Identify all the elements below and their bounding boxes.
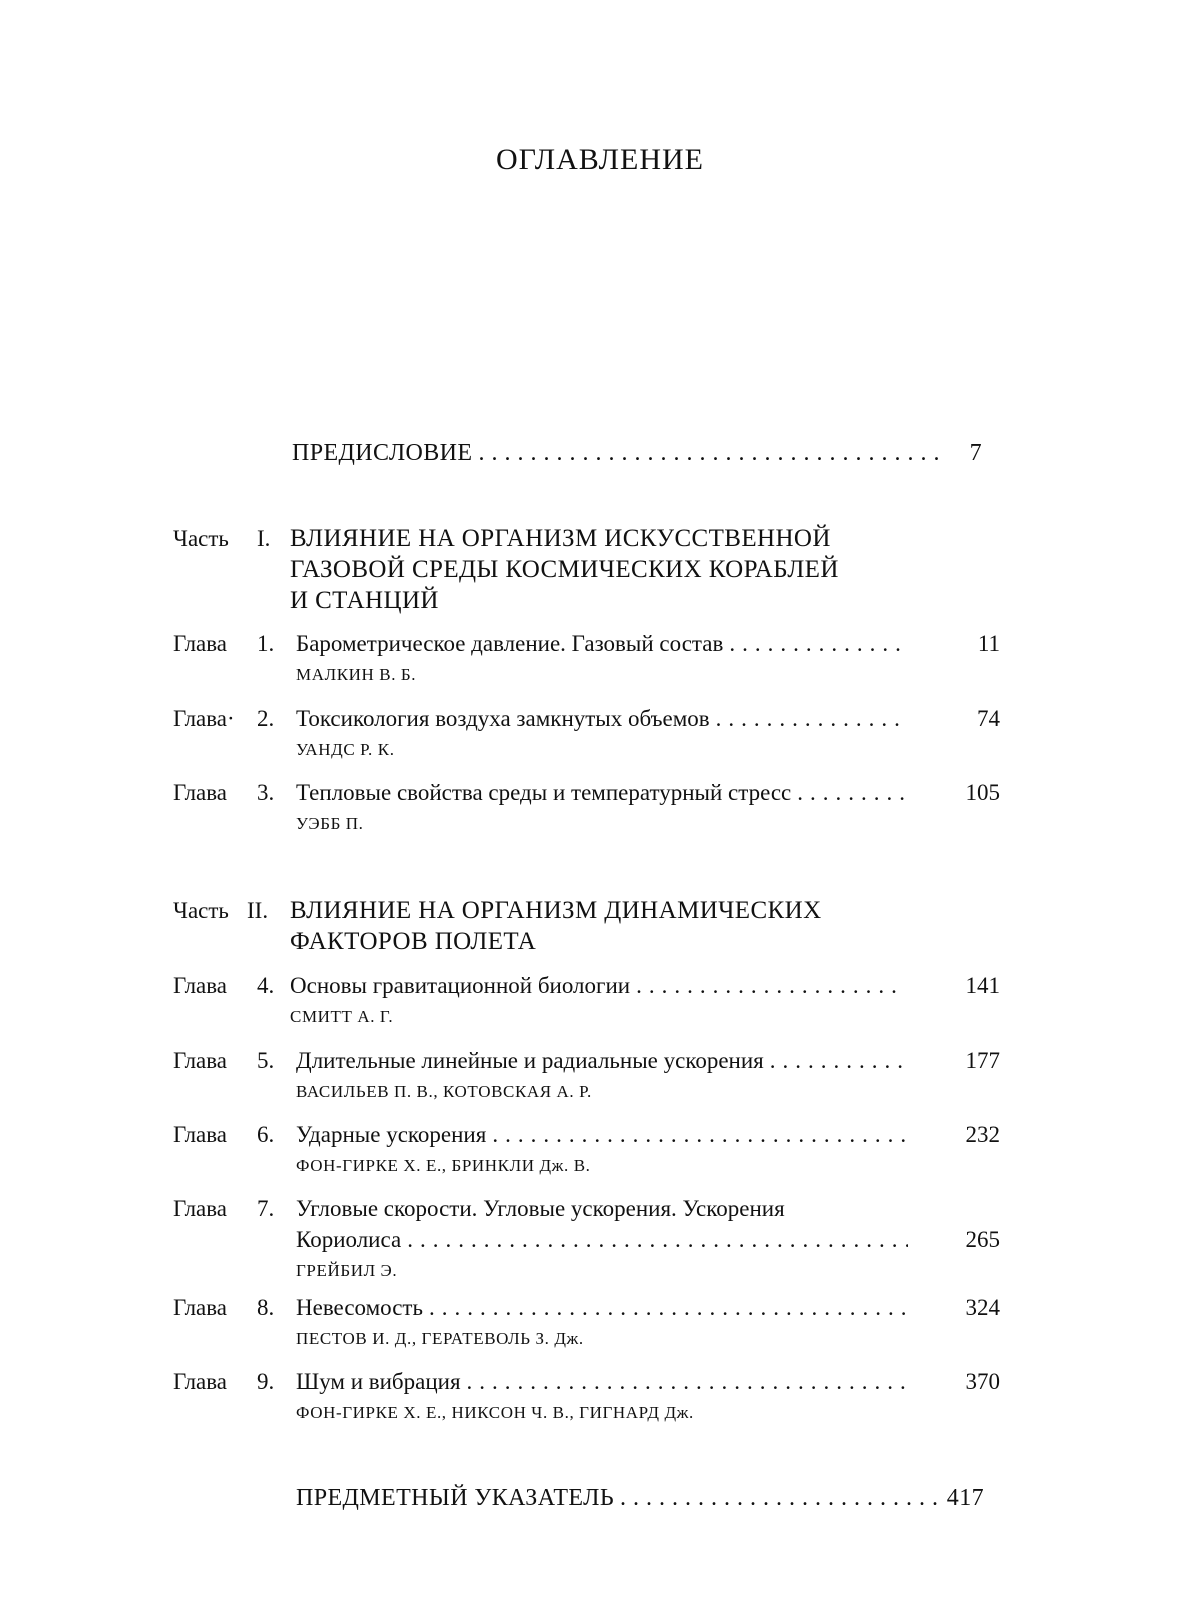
leader-dots — [764, 1045, 908, 1076]
chapter-kind: Глава — [173, 1295, 228, 1320]
part-title-line: И СТАНЦИЙ — [290, 587, 439, 614]
chapter-title: Шум и вибрация — [296, 1369, 461, 1394]
index-page: 417 — [946, 1485, 984, 1511]
leader-dots — [614, 1485, 939, 1512]
chapter-authors: УЭББ П. — [296, 814, 364, 833]
chapter-authors: ФОН-ГИРКЕ Х. Е., БРИНКЛИ Дж. В. — [296, 1156, 591, 1175]
leader-dots — [423, 1292, 908, 1323]
chapter-authors: МАЛКИН В. Б. — [296, 665, 417, 684]
chapter-kind: Глава — [173, 1369, 228, 1394]
chapter-page: 370 — [965, 1369, 1000, 1394]
leader-dots — [630, 970, 902, 1001]
chapter-authors: УАНДС Р. К. — [296, 740, 395, 759]
chapter-title: Токсикология воздуха замкнутых объемов — [296, 706, 710, 731]
chapter-kind: Глава — [173, 973, 228, 998]
chapter-number: 5. — [257, 1048, 275, 1073]
chapter-page: 177 — [965, 1048, 1000, 1073]
chapter-title: Ударные ускорения — [296, 1122, 487, 1147]
part-kind: Часть — [173, 526, 229, 551]
chapter-number: 1. — [257, 631, 275, 656]
chapter-page: 11 — [977, 631, 1000, 656]
preface-page: 7 — [969, 440, 982, 466]
chapter-kind: Глава — [173, 780, 228, 805]
chapter-number: 2. — [257, 706, 275, 731]
chapter-kind: Глава — [173, 631, 228, 656]
part-title-line: ВЛИЯНИЕ НА ОРГАНИЗМ ИСКУССТВЕННОЙ — [290, 525, 831, 552]
chapter-page: 232 — [965, 1122, 1000, 1147]
part-number: I. — [257, 526, 271, 551]
part-title-line: ФАКТОРОВ ПОЛЕТА — [290, 928, 537, 955]
chapter-kind: Глава — [173, 1196, 228, 1221]
chapter-title: Тепловые свойства среды и температурный стресс — [296, 780, 792, 805]
index-label: ПРЕДМЕТНЫЙ УКАЗАТЕЛЬ — [296, 1485, 615, 1511]
chapter-number: 8. — [257, 1295, 275, 1320]
leader-dots — [401, 1224, 908, 1255]
chapter-page: 105 — [965, 780, 1000, 805]
part-number: II. — [247, 898, 269, 923]
part-title-line: ВЛИЯНИЕ НА ОРГАНИЗМ ДИНАМИЧЕСКИХ — [290, 897, 822, 924]
chapter-authors: СМИТТ А. Г. — [290, 1007, 394, 1026]
leader-dots — [723, 628, 908, 659]
chapter-kind: Глава — [173, 1122, 228, 1147]
chapter-number: 7. — [257, 1196, 275, 1221]
leader-dots — [486, 1119, 908, 1150]
chapter-title: Невесомость — [296, 1295, 423, 1320]
preface-label: ПРЕДИСЛОВИЕ — [292, 440, 473, 466]
chapter-title: Основы гравитационной биологии — [290, 973, 631, 998]
leader-dots — [710, 703, 908, 734]
leader-dots — [472, 440, 939, 467]
chapter-title: Длительные линейные и радиальные ускорения — [296, 1048, 764, 1073]
chapter-authors: ПЕСТОВ И. Д., ГЕРАТЕВОЛЬ З. Дж. — [296, 1329, 584, 1348]
chapter-title: Барометрическое давление. Газовый состав — [296, 631, 724, 656]
chapter-kind: Глава — [173, 1048, 228, 1073]
chapter-kind: Глава· — [173, 706, 235, 731]
chapter-number: 6. — [257, 1122, 275, 1147]
chapter-number: 9. — [257, 1369, 275, 1394]
leader-dots — [461, 1366, 908, 1397]
chapter-page: 74 — [977, 706, 1000, 731]
chapter-title-line: Кориолиса — [296, 1227, 402, 1252]
toc-entry-index — [296, 1485, 984, 1512]
toc-entry-preface — [292, 440, 982, 467]
chapter-number: 4. — [257, 973, 275, 998]
chapter-authors: ФОН-ГИРКЕ Х. Е., НИКСОН Ч. В., ГИГНАРД Дж. — [296, 1403, 694, 1422]
chapter-number: 3. — [257, 780, 275, 805]
leader-dots — [791, 777, 908, 808]
part-kind: Часть — [173, 898, 229, 923]
chapter-authors: ГРЕЙБИЛ Э. — [296, 1261, 398, 1280]
chapter-page: 324 — [965, 1295, 1000, 1320]
chapter-page: 141 — [965, 973, 1000, 998]
page-title: ОГЛАВЛЕНИЕ — [496, 143, 704, 176]
part-title-line: ГАЗОВОЙ СРЕДЫ КОСМИЧЕСКИХ КОРАБЛЕЙ — [290, 556, 839, 583]
chapter-page: 265 — [965, 1227, 1000, 1252]
chapter-authors: ВАСИЛЬЕВ П. В., КОТОВСКАЯ А. Р. — [296, 1082, 592, 1101]
chapter-title-line: Угловые скорости. Угловые ускорения. Ускорения — [296, 1196, 785, 1221]
